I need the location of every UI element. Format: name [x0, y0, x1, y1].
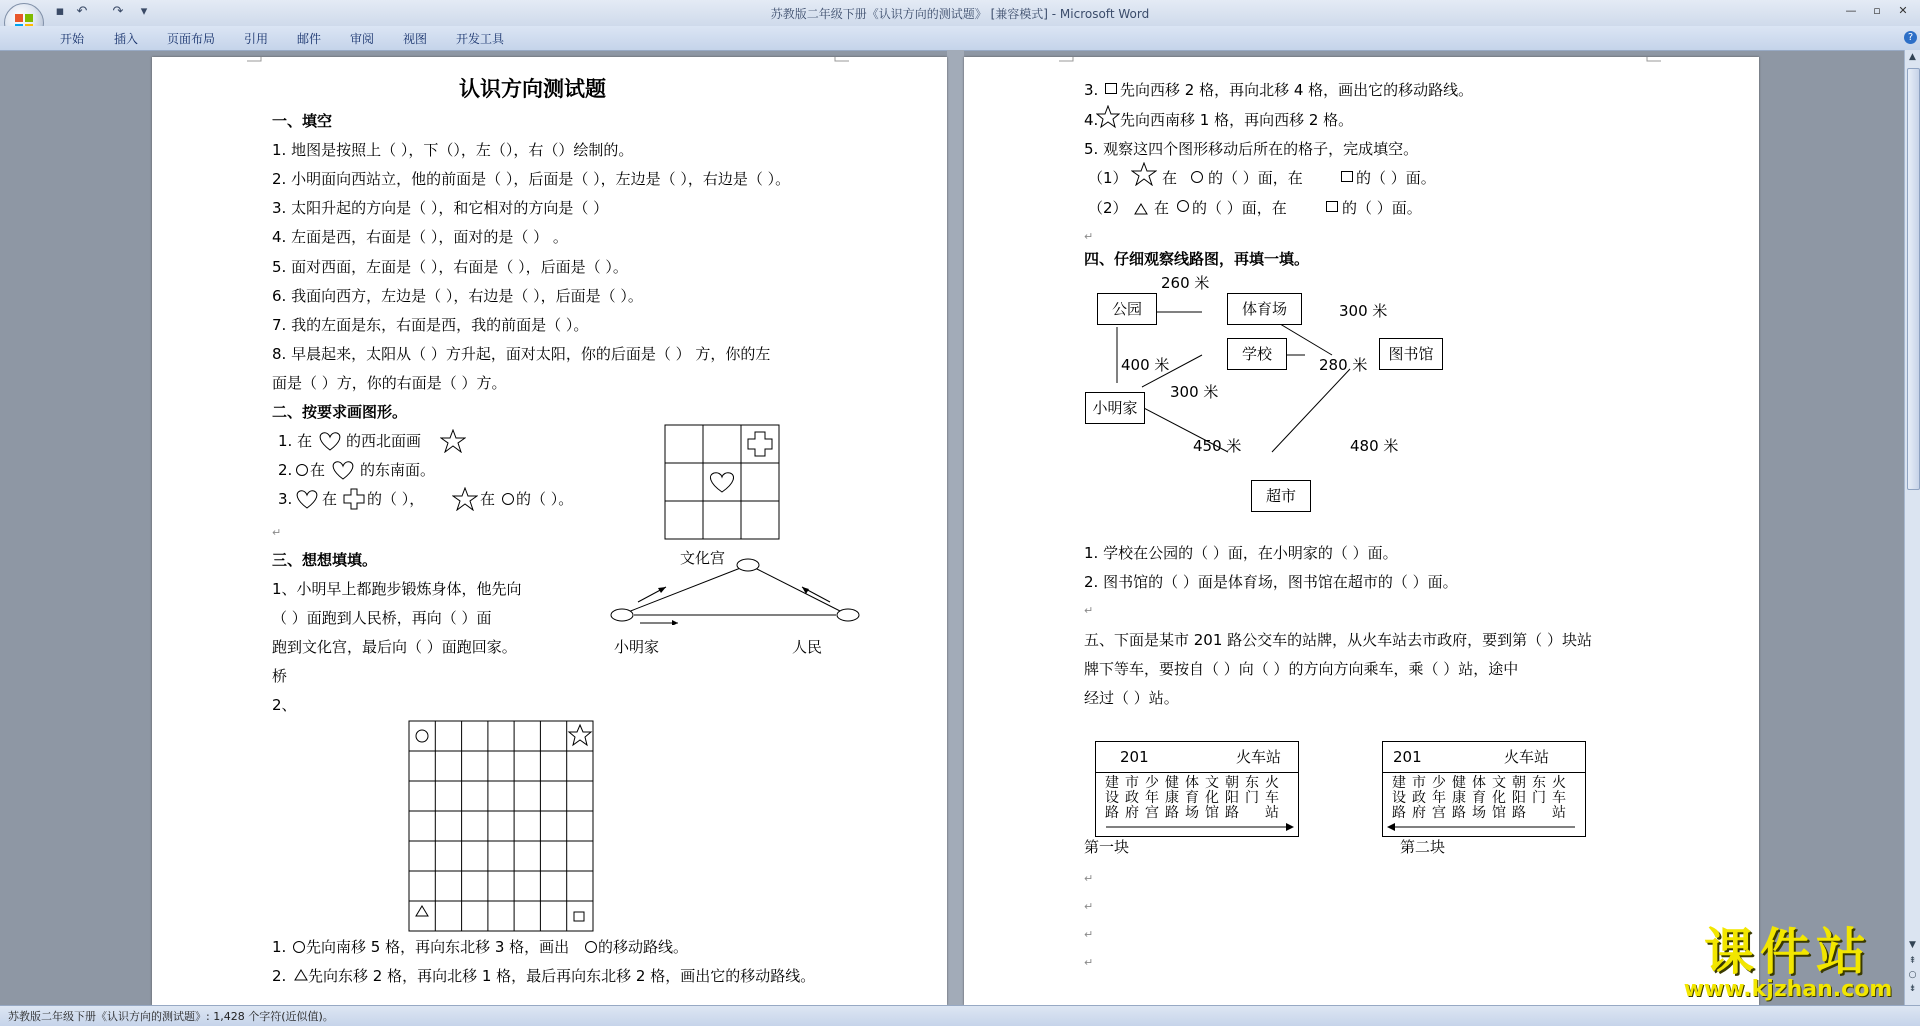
- stop-label: 少年宫: [1432, 775, 1446, 821]
- document-page-2[interactable]: [964, 57, 1759, 1005]
- grid-question-2-b: 先向东移 2 格，再向北移 1 格，最后再向东北移 2 格，画出它的移动路线。: [308, 967, 816, 985]
- fill-item-6: 6. 我面向西方，左边是（ ），右边是（ ），后面是（ ）。: [272, 287, 643, 305]
- stop-label: 建设路: [1392, 775, 1406, 821]
- bus-question-line-3: 经过（ ）站。: [1084, 689, 1179, 707]
- distance-market-library: 480 米: [1350, 437, 1399, 455]
- place-market: 超市: [1251, 480, 1311, 512]
- map-label-top: 文化宫: [680, 549, 726, 567]
- grid-question-1-b: 先向南移 5 格，再向东北移 3 格，画出: [306, 938, 570, 956]
- window-title: 苏教版二年级下册《认识方向的测试题》 [兼容模式] - Microsoft Word: [770, 7, 1150, 21]
- status-word-count[interactable]: 苏教版二年级下册《认识方向的测试题》: 1,428 个字符(近似值)。: [8, 1010, 334, 1023]
- next-page-icon[interactable]: ⇟: [1908, 984, 1917, 994]
- tab-view[interactable]: 视图: [403, 32, 428, 46]
- place-stadium: 体育场: [1227, 293, 1302, 325]
- page-title: 认识方向测试题: [459, 76, 606, 101]
- previous-page-icon[interactable]: ⇞: [1908, 956, 1917, 966]
- watermark-line-2: www.kjzhan.com: [1683, 977, 1893, 1002]
- cross-flower-icon: [342, 488, 366, 510]
- paragraph-mark: ↵: [1084, 230, 1094, 243]
- square-icon: [1104, 82, 1118, 96]
- bus-sign-1: [1095, 741, 1299, 837]
- shape-item-1-a: 1. 在: [278, 432, 313, 450]
- route-question-1: 1. 学校在公园的（ ）面，在小明家的（ ）面。: [1084, 544, 1398, 562]
- shape-item-3-b: 在: [322, 490, 338, 508]
- stop-label: 体育场: [1185, 775, 1199, 821]
- bus-sign-1-label: 第一块: [1084, 838, 1130, 856]
- quick-access-menu-icon[interactable]: ▾: [140, 4, 148, 19]
- heart-icon: [330, 459, 356, 481]
- terminal-label: 火车站: [1236, 748, 1282, 766]
- stop-label: 火车站: [1552, 775, 1566, 821]
- think-para-4: 桥: [272, 667, 288, 685]
- stop-label: 朝阳路: [1512, 775, 1526, 821]
- stop-label: 东门: [1245, 775, 1259, 806]
- shape-item-1-b: 的西北面画: [346, 432, 422, 450]
- fill-item-4: 4. 左面是西，右面是（ ），面对的是（ ） 。: [272, 228, 568, 246]
- circle-icon: [584, 940, 598, 954]
- observe-2-b: 在: [1154, 199, 1170, 217]
- heart-icon: [317, 430, 343, 452]
- distance-school-library: 280 米: [1319, 356, 1368, 374]
- grid-question-1-a: 1.: [272, 938, 287, 956]
- triangle-icon: [294, 968, 308, 982]
- stop-label: 火车站: [1265, 775, 1279, 821]
- paragraph-mark: ↵: [1084, 928, 1094, 941]
- grid-question-4-a: 4.: [1084, 111, 1099, 129]
- shape-item-3-d: 在: [480, 490, 496, 508]
- fill-item-7: 7. 我的左面是东，右面是西，我的前面是（ ）。: [272, 316, 589, 334]
- scroll-down-icon[interactable]: ▼: [1909, 940, 1916, 950]
- ribbon-tabs: [0, 26, 1920, 51]
- think-para-3: 跑到文化宫，最后向（ ）面跑回家。: [272, 638, 517, 656]
- observe-1-c: 的（ ）面，在: [1208, 169, 1303, 187]
- shape-item-2-a: 2.: [278, 461, 293, 479]
- tab-insert[interactable]: 插入: [114, 32, 139, 46]
- circle-icon: [295, 463, 309, 477]
- margin-corner-icon: [247, 57, 269, 75]
- fill-item-1: 1. 地图是按照上（ ），下（），左（），右（）绘制的。: [272, 141, 634, 159]
- fill-item-8-cont: 面是（ ）方，你的右面是（ ）方。: [272, 374, 507, 392]
- shape-item-3-c: 的（ ），: [367, 490, 425, 508]
- star-icon: [452, 487, 478, 511]
- circle-icon: [1190, 170, 1204, 184]
- grid-question-3-b: 先向西移 2 格，再向北移 4 格，画出它的移动路线。: [1120, 81, 1474, 99]
- circle-icon: [1176, 199, 1190, 213]
- observe-2-c: 的（ ）面，在: [1192, 199, 1287, 217]
- maximize-icon[interactable]: ▫: [1873, 4, 1881, 17]
- bus-sign-2: [1382, 741, 1586, 837]
- margin-corner-icon: [827, 57, 849, 75]
- star-icon: [1131, 162, 1157, 186]
- tab-mailings[interactable]: 邮件: [297, 32, 322, 46]
- scroll-up-icon[interactable]: ▲: [1909, 52, 1916, 62]
- stop-label: 市政府: [1412, 775, 1426, 821]
- place-school: 学校: [1227, 338, 1287, 370]
- watermark-logo: [1668, 924, 1908, 1004]
- shape-item-3-e: 的（ ）。: [516, 490, 574, 508]
- paragraph-mark: ↵: [1084, 872, 1094, 885]
- direction-arrow-right-icon: [1106, 822, 1294, 832]
- stop-label: 建设路: [1105, 775, 1119, 821]
- minimize-icon[interactable]: —: [1845, 4, 1857, 17]
- scroll-thumb[interactable]: [1907, 68, 1920, 490]
- watermark-line-1: 课件站: [1704, 923, 1872, 981]
- direction-grid-3x3: [664, 424, 780, 540]
- observe-1-b: 在: [1162, 169, 1178, 187]
- distance-park-stadium: 260 米: [1161, 274, 1210, 292]
- tab-references[interactable]: 引用: [244, 32, 269, 46]
- close-icon[interactable]: ✕: [1898, 4, 1908, 17]
- think-para-1: 1、小明早上都跑步锻炼身体，他先向: [272, 580, 522, 598]
- square-icon: [1340, 170, 1354, 184]
- save-icon[interactable]: ▪: [55, 4, 65, 19]
- circle-icon: [501, 492, 515, 506]
- terminal-label: 火车站: [1504, 748, 1550, 766]
- vertical-scrollbar[interactable]: [1904, 50, 1920, 1005]
- paragraph-mark: ↵: [1084, 900, 1094, 913]
- route-number: 201: [1393, 748, 1422, 766]
- stop-label: 健康路: [1452, 775, 1466, 821]
- stop-label: 东门: [1532, 775, 1546, 806]
- bus-question-line-2: 牌下等车，要按自（ ）向（ ）的方向方向乘车，乘（ ）站，途中: [1084, 660, 1519, 678]
- section-1-heading: 一、填空: [272, 112, 333, 130]
- grid-question-2-a: 2.: [272, 967, 287, 985]
- observe-1-a: （1）: [1088, 169, 1128, 187]
- section-4-heading: 四、仔细观察线路图，再填一填。: [1084, 250, 1310, 268]
- document-page-1[interactable]: [152, 57, 947, 1005]
- section-3-heading: 三、想想填填。: [272, 551, 378, 569]
- redo-icon[interactable]: ↷: [112, 4, 124, 19]
- stop-label: 市政府: [1125, 775, 1139, 821]
- page-gap: [947, 50, 964, 1005]
- observe-2-a: （2）: [1088, 199, 1128, 217]
- star-icon: [440, 429, 466, 453]
- tab-developer[interactable]: 开发工具: [456, 32, 505, 46]
- bus-question-line-1: 五、下面是某市 201 路公交车的站牌，从火车站去市政府，要到第（ ）块站: [1084, 631, 1592, 649]
- shape-item-2-c: 的东南面。: [360, 461, 436, 479]
- grid-question-1-c: 的移动路线。: [598, 938, 689, 956]
- fill-item-2: 2. 小明面向西站立，他的前面是（ ），后面是（ ），左边是（ ），右边是（ ）。: [272, 170, 791, 188]
- think-para-5: 2、: [272, 696, 297, 714]
- shape-item-2-b: 在: [310, 461, 326, 479]
- stop-label: 文化馆: [1492, 775, 1506, 821]
- observe-2-d: 的（ ）面。: [1342, 199, 1422, 217]
- observe-1-d: 的（ ）面。: [1356, 169, 1436, 187]
- think-para-2: （ ）面跑到人民桥，再向（ ）面: [272, 609, 492, 627]
- triangle-icon: [1134, 202, 1148, 216]
- tab-page-layout[interactable]: 页面布局: [167, 32, 216, 46]
- section-2-heading: 二、按要求画图形。: [272, 403, 408, 421]
- star-icon: [1096, 105, 1120, 129]
- paragraph-mark: ↵: [272, 526, 282, 539]
- distance-park-home: 400 米: [1121, 356, 1170, 374]
- square-icon: [1325, 200, 1339, 214]
- distance-home-market: 450 米: [1193, 437, 1242, 455]
- stop-label: 朝阳路: [1225, 775, 1239, 821]
- bus-sign-2-label: 第二块: [1400, 838, 1446, 856]
- place-park: 公园: [1097, 293, 1157, 325]
- map-label-right: 人民: [792, 638, 823, 656]
- tab-home[interactable]: 开始: [60, 32, 85, 46]
- shape-item-3-a: 3.: [278, 490, 293, 508]
- margin-corner-icon: [1639, 57, 1661, 75]
- place-library: 图书馆: [1379, 338, 1443, 370]
- grid-question-5: 5. 观察这四个图形移动后所在的格子，完成填空。: [1084, 140, 1419, 158]
- stop-label: 体育场: [1472, 775, 1486, 821]
- margin-corner-icon: [1059, 57, 1081, 75]
- fill-item-5: 5. 面对西面，左面是（ ），右面是（ ），后面是（ ）。: [272, 258, 628, 276]
- direction-arrow-left-icon: [1387, 822, 1575, 832]
- heart-icon: [294, 488, 320, 510]
- fill-item-8: 8. 早晨起来，太阳从（ ）方升起，面对太阳，你的后面是（ ） 方，你的左: [272, 345, 771, 363]
- paragraph-mark: ↵: [1084, 956, 1094, 969]
- paragraph-mark: ↵: [1084, 604, 1094, 617]
- circle-icon: [292, 940, 306, 954]
- browse-object-icon[interactable]: ○: [1908, 970, 1917, 980]
- place-home: 小明家: [1085, 392, 1145, 424]
- route-map-triangle: [610, 555, 860, 625]
- grid-question-3-a: 3.: [1084, 81, 1099, 99]
- distance-stadium-library: 300 米: [1339, 302, 1388, 320]
- route-number: 201: [1120, 748, 1149, 766]
- route-question-2: 2. 图书馆的（ ）面是体育场，图书馆在超市的（ ）面。: [1084, 573, 1458, 591]
- map-label-left: 小明家: [614, 638, 660, 656]
- distance-home-school: 300 米: [1170, 383, 1219, 401]
- movement-grid-7x7: [408, 720, 606, 932]
- stop-label: 健康路: [1165, 775, 1179, 821]
- grid-question-4-b: 先向西南移 1 格，再向西移 2 格。: [1120, 111, 1354, 129]
- stop-label: 文化馆: [1205, 775, 1219, 821]
- tab-review[interactable]: 审阅: [350, 32, 375, 46]
- help-icon[interactable]: ?: [1904, 31, 1917, 44]
- fill-item-3: 3. 太阳升起的方向是（ ），和它相对的方向是（ ）: [272, 199, 609, 217]
- undo-icon[interactable]: ↶: [76, 4, 88, 19]
- stop-label: 少年宫: [1145, 775, 1159, 821]
